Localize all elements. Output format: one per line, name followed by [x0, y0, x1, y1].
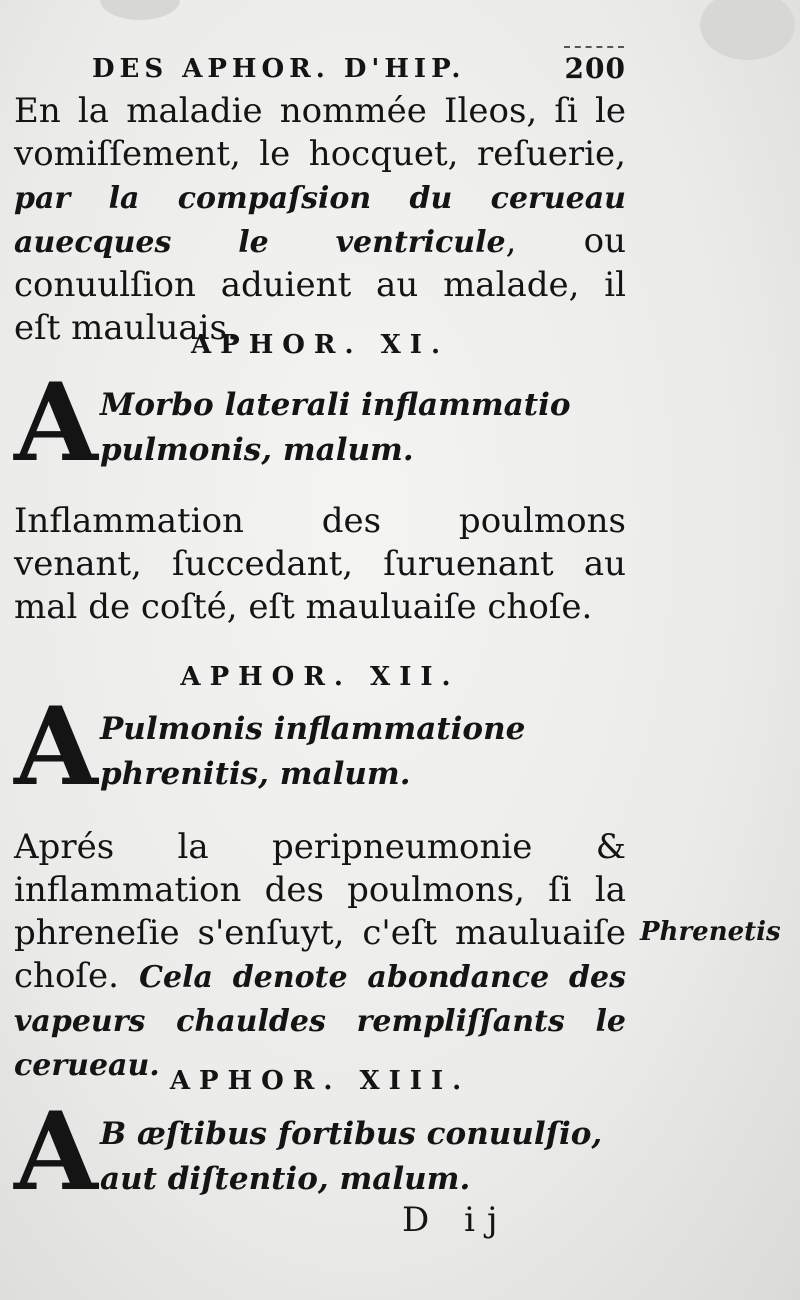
latin-text: Morbo laterali inflammatio pulmonis, malum.	[100, 387, 571, 468]
signature-mark: D ij	[402, 1200, 510, 1240]
page-number: 200	[564, 52, 626, 85]
latin-aphorism-xi	[14, 360, 626, 486]
xii-italic: Cela denote abondance des vapeurs chauldes rempliſſants le cerueau.	[14, 960, 627, 1083]
running-header	[92, 54, 632, 94]
latin-aphorism-xii	[14, 684, 626, 810]
margin-note: Phrenetis	[640, 917, 781, 947]
running-title: DES APHOR. D'HIP.	[92, 54, 466, 84]
paragraph-ileos	[14, 90, 626, 350]
latin-text: Pulmonis inflammatione phrenitis, malum.	[100, 711, 526, 792]
ileos-text: En la maladie nommée Ileos, ſi le vomiſſement, le hocquet, reſuerie,	[14, 91, 626, 174]
header-rule	[564, 46, 624, 48]
ileos-italic: par la compaſsion du cerueau auecques le ventricule	[14, 181, 626, 260]
aphorism-heading-xi: APHOR. XI.	[190, 330, 450, 360]
ink-blot	[700, 0, 795, 60]
drop-cap: A	[14, 360, 98, 486]
latin-text: B æſtibus fortibus conuulſio, aut diſtentio, malum.	[100, 1116, 603, 1197]
drop-cap: A	[14, 684, 98, 810]
xii-text: Aprés la peripneumonie & inflammation des poulmons, ſi la phreneſie s'enſuyt, c'eſt mauluaiſe choſe.	[14, 827, 626, 996]
french-translation-xii	[14, 826, 626, 1087]
ileos-text-end: , ou conuulſion aduient au malade, il eſt mauluais.	[14, 221, 626, 348]
ink-blot	[100, 0, 180, 20]
french-translation-xi: Inflammation des poulmons venant, ſuccedant, ſuruenant au mal de coſté, eſt mauluaiſe choſe.	[14, 501, 626, 627]
drop-cap: A	[14, 1089, 98, 1215]
aphorism-heading-xiii: APHOR. XIII.	[169, 1066, 471, 1096]
latin-aphorism-xiii	[14, 1089, 626, 1215]
aphorism-heading-xii: APHOR. XII.	[180, 662, 460, 692]
